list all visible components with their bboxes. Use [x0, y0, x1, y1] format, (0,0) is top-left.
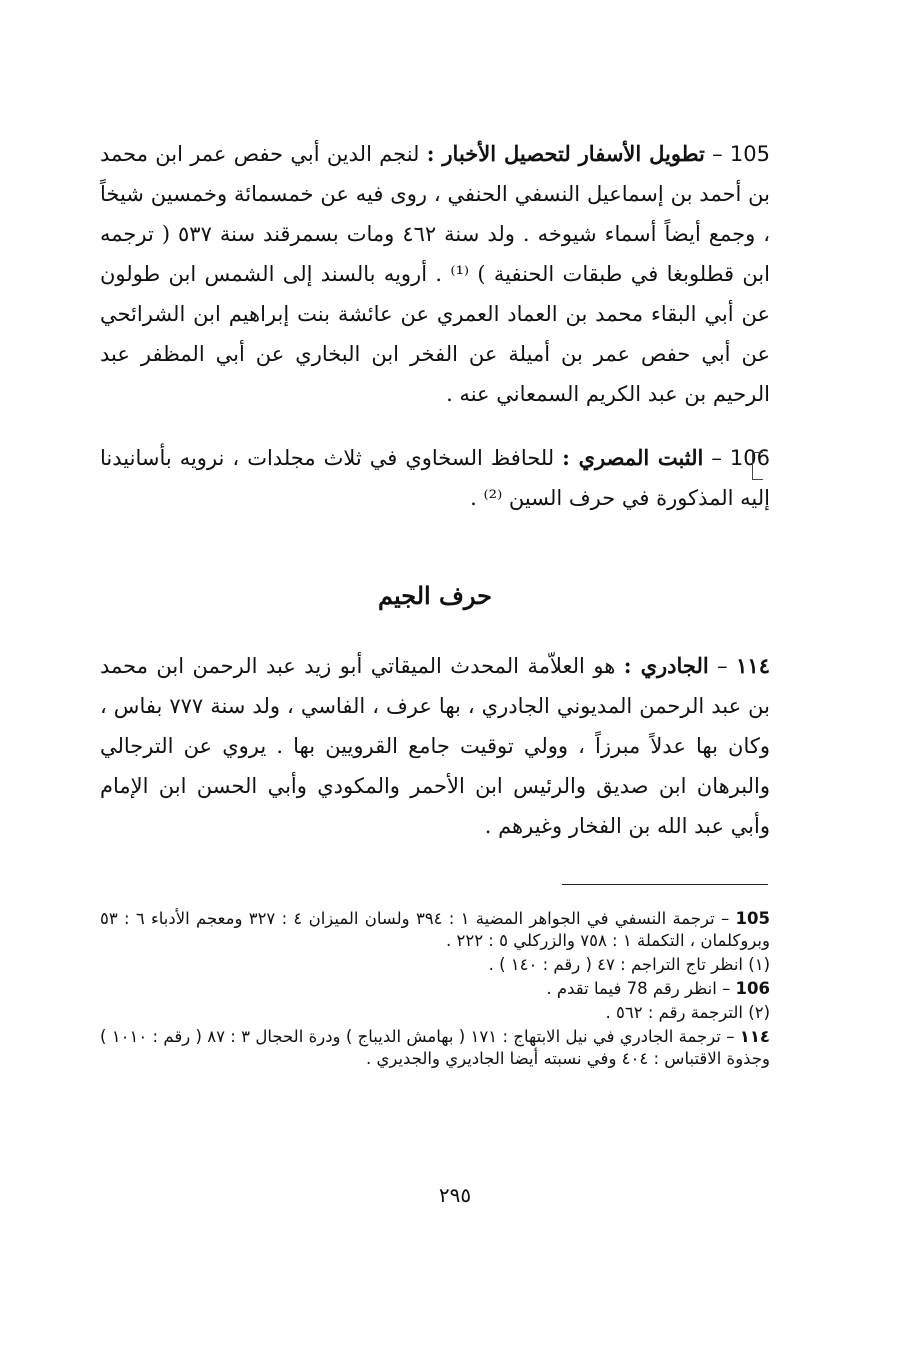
entry-text: هو العلاّمة المحدث الميقاتي أبو زيد عبد الرحمن ابن محمد بن عبد الرحمن المديوني الجادري ، بها عرف ، الفاسي ، ولد سنة ٧٧٧ بفاس ، وكان بها عدلاً مبرزاً ، وولي توقيت جامع القرويين بها . يروي عن الترجالي والبرهان ابن صديق والرئيس ابن الأحمر والمكودي وأبي الحسن ابن الإمام وأبي عبد الله بن الفخار وغيرهم .	[100, 654, 770, 838]
footnote-text: – ترجمة الجادري في نيل الابتهاج : ١٧١ ( بهامش الديباج ) ودرة الحجال ٣ : ٨٧ ( رقم : ١٠١٠ ) وجذوة الاقتباس : ٤٠٤ وفي نسبته أيضا الجاديري والجديري .	[100, 1027, 770, 1068]
footnote-text: – انظر رقم 78 فيما تقدم .	[546, 979, 731, 998]
entry-heading: الجادري :	[623, 653, 709, 678]
footnote	[100, 954, 770, 976]
footnote-text: – ترجمة النسفي في الجواهر المضية ١ : ٣٩٤ ولسان الميزان ٤ : ٣٢٧ ومعجم الأدباء ٦ : ٥٣ وبروكلمان ، التكملة ١ : ٧٥٨ والزركلي ٥ : ٢٢٢ .	[100, 909, 770, 950]
page-number: ٢٩٥	[438, 1183, 472, 1207]
margin-bracket-mark	[752, 452, 763, 480]
footnote	[100, 908, 770, 952]
footnote-label: ١١٤	[739, 1027, 770, 1046]
page-body	[100, 134, 770, 846]
footnote-label: (١)	[748, 955, 770, 974]
entry-text: لنجم الدين أبي حفص عمر ابن محمد بن أحمد بن إسماعيل النسفي الحنفي ، روى فيه عن خمسمائة وخمسين شيخاً ، وجمع أيضاً أسماء شيوخه . ولد سنة ٤٦٢ ومات بسمرقند سنة ٥٣٧ ( ترجمه ابن قطلوبغا في طبقات الحنفية ) ⁽¹⁾ . أرويه بالسند إلى الشمس ابن طولون عن أبي البقاء محمد بن العماد العمري عن عائشة بنت إبراهيم ابن الشرائحي عن أبي حفص عمر بن أميلة عن الفخر ابن البخاري عن أبي المظفر عبد الرحيم بن عبد الكريم السمعاني عنه .	[100, 142, 770, 406]
footnote-label: 105	[735, 909, 770, 928]
entry-heading: تطويل الأسفار لتحصيل الأخبار :	[426, 141, 705, 166]
footnote-text: الترجمة رقم : ٥٦٢ .	[605, 1003, 743, 1022]
entry-114: ١١٤ – الجادري : هو العلاّمة المحدث الميقاتي أبو زيد عبد الرحمن ابن محمد بن عبد الرحمن المديوني الجادري ، بها عرف ، الفاسي ، ولد سنة ٧٧٧ بفاس ، وكان بها عدلاً مبرزاً ، وولي توقيت جامع القرويين بها . يروي عن الترجالي والبرهان ابن صديق والرئيس ابن الأحمر والمكودي وأبي الحسن ابن الإمام وأبي عبد الله بن الفخار وغيرهم .	[100, 653, 770, 838]
entry-text: للحافظ السخاوي في ثلاث مجلدات ، نرويه بأسانيدنا إليه المذكورة في حرف السين ⁽²⁾ .	[100, 446, 770, 510]
footnote-label: (٢)	[748, 1003, 770, 1022]
footnote	[100, 978, 770, 1000]
entry-heading: الثبت المصري :	[562, 445, 704, 470]
footnote	[100, 1026, 770, 1070]
entry-105: 105 – تطويل الأسفار لتحصيل الأخبار : لنجم الدين أبي حفص عمر ابن محمد بن أحمد بن إسماعيل النسفي الحنفي ، روى فيه عن خمسمائة وخمسين شيخاً ، وجمع أيضاً أسماء شيوخه . ولد سنة ٤٦٢ ومات بسمرقند سنة ٥٣٧ ( ترجمه ابن قطلوبغا في طبقات الحنفية ) ⁽¹⁾ . أرويه بالسند إلى الشمس ابن طولون عن أبي البقاء محمد بن العماد العمري عن عائشة بنت إبراهيم ابن الشرائحي عن أبي حفص عمر بن أميلة عن الفخر ابن البخاري عن أبي المظفر عبد الرحيم بن عبد الكريم السمعاني عنه .	[100, 141, 770, 406]
entry-number: ١١٤	[736, 653, 770, 678]
footnote-label: 106	[735, 979, 770, 998]
entry-number: 106	[729, 446, 770, 470]
footnote-divider	[562, 884, 768, 885]
footnotes	[100, 908, 770, 1072]
entry-106: 106 – الثبت المصري : للحافظ السخاوي في ثلاث مجلدات ، نرويه بأسانيدنا إليه المذكورة في حرف السين ⁽²⁾ .	[100, 445, 770, 510]
footnote-text: انظر تاج التراجم : ٤٧ ( رقم : ١٤٠ ) .	[488, 955, 743, 974]
section-title: حرف الجيم	[378, 581, 492, 610]
footnote	[100, 1002, 770, 1024]
entry-number: 105	[729, 142, 770, 166]
